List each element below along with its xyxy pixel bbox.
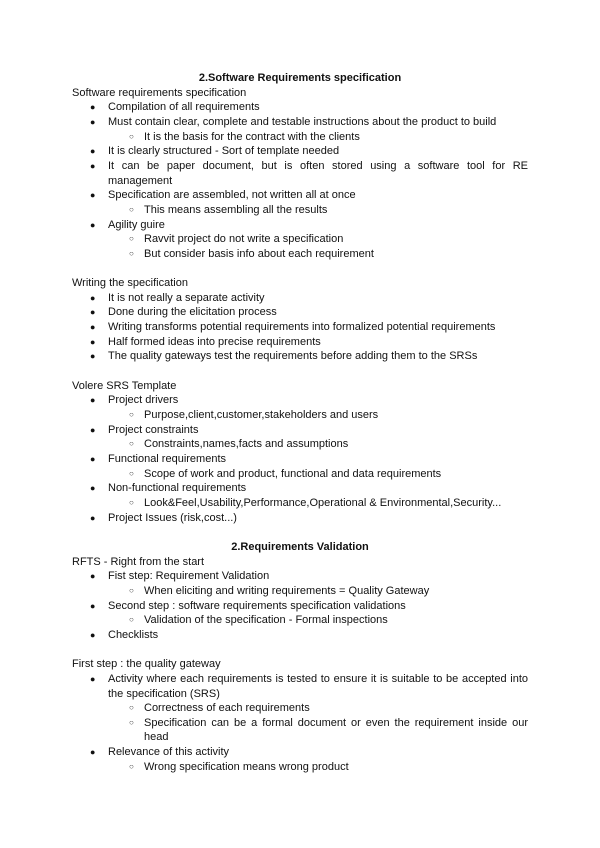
section-heading: 2.Software Requirements specification [198,72,402,84]
list-item [72,569,528,584]
filled-bullet-icon: ● [90,673,96,684]
sub-list-item [72,232,528,247]
filled-bullet-icon: ● [90,116,96,127]
list-item [72,672,528,701]
list-item-text: Compilation of all requirements [108,101,260,114]
list-item-text: Second step : software requirements specification validations [108,599,406,612]
list-item-text: Project constraints [108,423,199,436]
sub-list-item [72,760,528,775]
sub-list-item [72,584,528,599]
list-item-text: Validation of the specification - Formal inspections [144,614,388,627]
list-item [72,291,528,306]
list-item-text: Done during the elicitation process [108,306,277,319]
list-item-text: Checklists [108,628,159,641]
list-item-text: It is the basis for the contract with the clients [144,130,360,143]
hollow-bullet-icon: ○ [129,761,134,771]
filled-bullet-icon: ● [90,395,96,406]
list-item-text: Ravvit project do not write a specification [144,233,344,246]
list-item-text: Fist step: Requirement Validation [108,570,270,583]
list-item-text: The quality gateways test the requirements before adding them to the SRSs [108,350,478,363]
list-item-text: It can be paper document, but is often stored using a software tool for RE management [108,159,528,187]
hollow-bullet-icon: ○ [129,204,134,214]
hollow-bullet-icon: ○ [129,439,134,449]
list-item-text: It is not really a separate activity [108,291,265,304]
list-item-text: Constraints,names,facts and assumptions [144,438,349,451]
filled-bullet-icon: ● [90,292,96,303]
list-item [72,305,528,320]
list-item-text: Project Issues (risk,cost...) [108,511,237,524]
sub-list-item [72,467,528,482]
filled-bullet-icon: ● [90,190,96,201]
filled-bullet-icon: ● [90,322,96,333]
list-item-text: It is clearly structured - Sort of template needed [108,145,340,158]
list-item-text: Activity where each requirements is tested to ensure it is suitable to be accepted into the specification (SRS) [108,672,528,700]
sub-list-item [72,701,528,716]
list-item-text: Must contain clear, complete and testable instructions about the product to build [108,115,497,128]
list-item [72,188,528,203]
paragraph-heading: First step : the quality gateway [72,658,221,671]
list-item [72,481,528,496]
filled-bullet-icon: ● [90,307,96,318]
filled-bullet-icon: ● [90,336,96,347]
sub-list-item [72,613,528,628]
filled-bullet-icon: ● [90,571,96,582]
sub-list-item [72,437,528,452]
sub-list-item [72,408,528,423]
list-item-text: But consider basis info about each requirement [144,247,374,260]
hollow-bullet-icon: ○ [129,248,134,258]
filled-bullet-icon: ● [90,629,96,640]
list-item-text: Correctness of each requirements [144,702,310,715]
blank-line [72,364,528,379]
filled-bullet-icon: ● [90,512,96,523]
list-item [72,115,528,130]
list-item [72,511,528,526]
hollow-bullet-icon: ○ [129,717,134,727]
list-item-text: Functional requirements [108,453,227,466]
list-item [72,144,528,159]
list-item [72,320,528,335]
list-item [72,218,528,233]
list-item-text: When eliciting and writing requirements = Quality Gateway [144,584,430,597]
filled-bullet-icon: ● [90,102,96,113]
list-item-text: Look&Feel,Usability,Performance,Operational & Environmental,Security... [144,497,502,509]
hollow-bullet-icon: ○ [129,468,134,478]
hollow-bullet-icon: ○ [129,585,134,595]
hollow-bullet-icon: ○ [129,131,134,141]
filled-bullet-icon: ● [90,454,96,465]
filled-bullet-icon: ● [90,146,96,157]
hollow-bullet-icon: ○ [129,703,134,713]
list-item [72,100,528,115]
paragraph-heading: RFTS - Right from the start [72,555,205,568]
filled-bullet-icon: ● [90,483,96,494]
list-item-text: Non-functional requirements [108,482,247,495]
list-item [72,452,528,467]
hollow-bullet-icon: ○ [129,410,134,420]
filled-bullet-icon: ● [90,160,96,171]
list-item [72,628,528,643]
blank-line [72,525,528,540]
paragraph-heading: Writing the specification [72,277,188,290]
hollow-bullet-icon: ○ [129,234,134,244]
blank-line [72,262,528,277]
hollow-bullet-icon: ○ [129,498,134,507]
sub-list-item [72,247,528,262]
list-item [72,423,528,438]
list-item-text: Relevance of this activity [108,746,230,759]
list-item [72,335,528,350]
filled-bullet-icon: ● [90,747,96,758]
filled-bullet-icon: ● [90,424,96,435]
document-page [72,71,528,774]
hollow-bullet-icon: ○ [129,615,134,625]
sub-list-item [72,716,528,745]
list-item-text: Scope of work and product, functional and data requirements [144,467,442,480]
list-item-text: Purpose,client,customer,stakeholders and users [144,409,379,422]
sub-list-item [72,203,528,218]
list-item-text: Wrong specification means wrong product [144,760,349,773]
paragraph-heading: Volere SRS Template [72,379,177,392]
filled-bullet-icon: ● [90,351,96,362]
list-item-text: This means assembling all the results [144,203,328,216]
list-item [72,599,528,614]
list-item-text: Agility guire [108,218,165,231]
list-item-text: Specification are assembled, not written all at once [108,189,356,202]
list-item [72,159,528,188]
list-item-text: Half formed ideas into precise requirements [108,335,321,348]
sub-list-item [72,130,528,145]
paragraph-heading: Software requirements specification [72,86,247,99]
filled-bullet-icon: ● [90,219,96,230]
sub-list-item [72,496,528,511]
list-item-text: Writing transforms potential requirements into formalized potential requirements [108,321,496,334]
filled-bullet-icon: ● [90,600,96,611]
blank-line [72,643,528,658]
list-item [72,745,528,760]
list-item-text: Project drivers [108,394,179,407]
list-item [72,393,528,408]
section-heading: 2.Requirements Validation [231,540,369,553]
list-item [72,349,528,364]
list-item-text: Specification can be a formal document or even the requirement inside our head [144,716,528,744]
